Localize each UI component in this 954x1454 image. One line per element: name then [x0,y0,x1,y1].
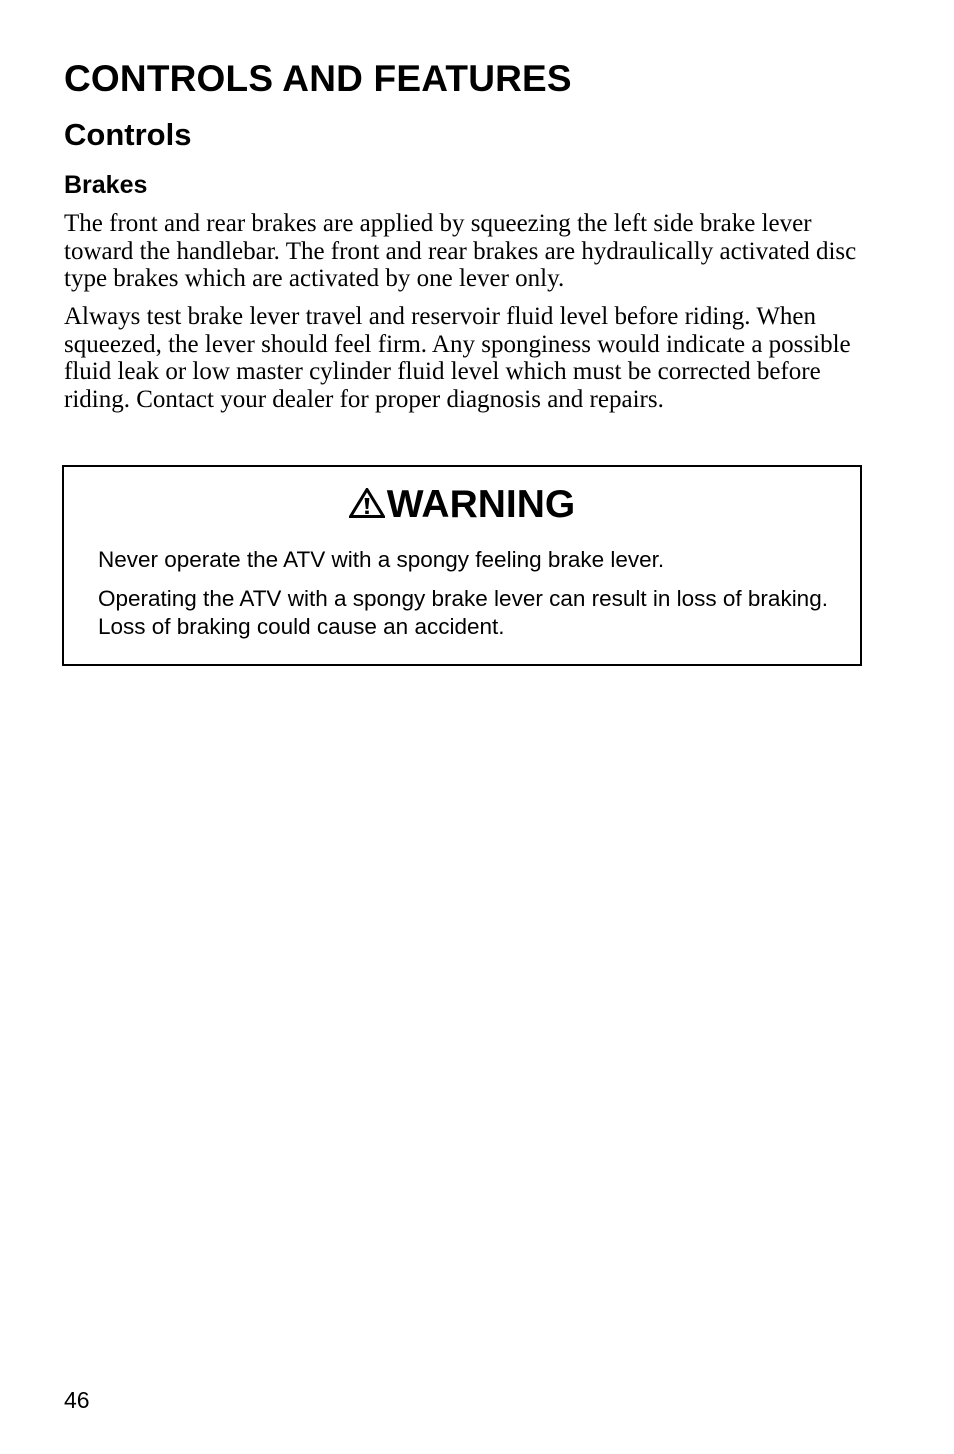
chapter-title: CONTROLS AND FEATURES [64,58,572,99]
body-paragraph: Always test brake lever travel and reservoir fluid level before riding. When squeezed, the lever should feel firm. Any sponginess would indicate a possible fluid leak or low master cylinder fluid level which must be corrected before riding. Contact your dealer for proper diagnosis and repairs. [64,303,851,413]
warning-text: Never operate the ATV with a spongy feeling brake lever. [98,547,665,572]
section-title: Controls [64,117,192,152]
warning-box [62,465,862,666]
subsection-title: Brakes [64,171,148,199]
warning-heading [64,481,860,529]
page-number: 46 [64,1387,90,1413]
warning-triangle-icon [349,488,385,518]
warning-text: Operating the ATV with a spongy brake lever can result in loss of braking. Loss of braking could cause an accident. [98,586,828,639]
body-paragraph: The front and rear brakes are applied by squeezing the left side brake lever toward the handlebar. The front and rear brakes are hydraulically activated disc type brakes which are activated by one lever only. [64,210,857,292]
warning-heading-text: WARNING [386,483,576,526]
